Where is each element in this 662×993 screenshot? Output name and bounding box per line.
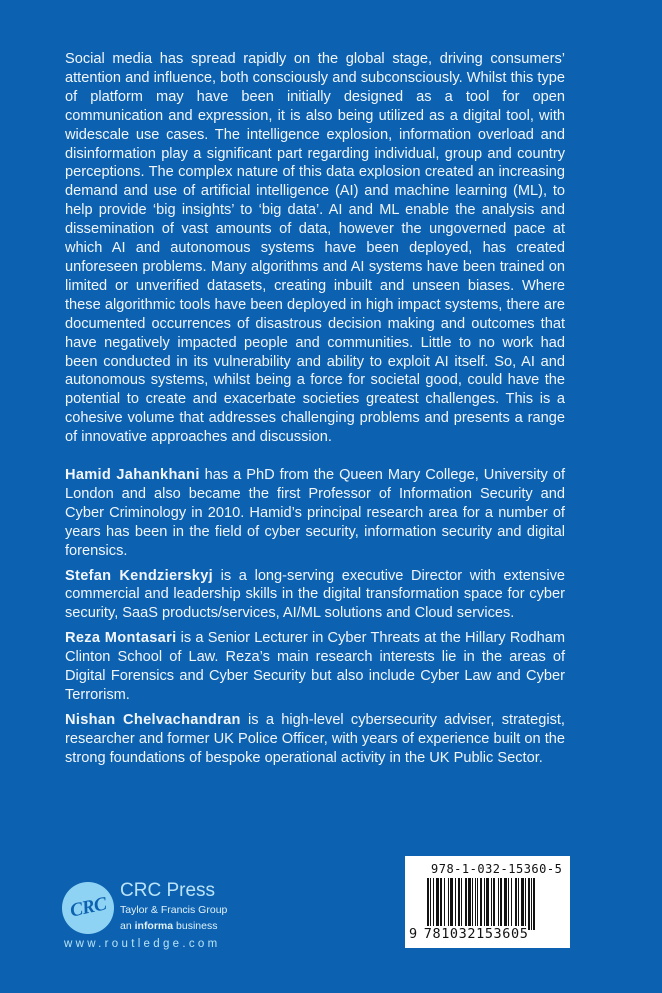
- author-bio-text: is a Senior Lecturer in Cyber Threats at the Hillary Rodham Clinton School of Law. Reza’s main research interests lie in the areas of Digital Forensics and Cyber Security but also include Cyber Law and Cyber Terrorism.: [65, 630, 565, 703]
- author-name: Stefan Kendzierskyj: [65, 567, 213, 584]
- isbn-first-digit: 9: [409, 926, 418, 942]
- author-bio-text: has a PhD from the Queen Mary College, University of London and also became the first Professor of Information Security and Cyber Criminology in 2010. Hamid’s principal research area for a number of years has been in the field of cyber security, information security and digital forensics.: [65, 467, 565, 559]
- author-bio: [65, 466, 565, 561]
- isbn-remaining-digits: 781032153605: [423, 926, 529, 942]
- crc-logo-icon: [62, 882, 114, 934]
- isbn-digits: [409, 926, 528, 942]
- informa-suffix: business: [173, 920, 218, 932]
- isbn-barcode: [405, 856, 570, 948]
- isbn-number: 978-1-032-15360-5: [431, 862, 563, 876]
- publisher-group: Taylor & Francis Group: [120, 904, 228, 916]
- author-bio-text: is a long-serving executive Director with extensive commercial and leadership skills in the digital transformation space for cyber security, SaaS products/services, AI/ML solutions and Cloud services.: [65, 567, 565, 622]
- publisher-informa-line: [120, 920, 217, 932]
- author-bio: [65, 711, 565, 768]
- author-name: Hamid Jahankhani: [65, 467, 200, 484]
- author-bio: [65, 629, 565, 705]
- publisher-name: CRC Press: [120, 880, 216, 901]
- barcode-bars-icon: [427, 878, 563, 930]
- informa-prefix: an: [120, 920, 135, 932]
- informa-brand: informa: [134, 920, 174, 932]
- crc-logo-text: CRC: [67, 893, 108, 922]
- publisher-website: www.routledge.com: [64, 938, 221, 950]
- author-bio-text: is a high-level cybersecurity adviser, strategist, researcher and former UK Police Officer, with years of experience built on the strong foundations of bespoke operational activity in the UK Public Sector.: [65, 711, 565, 766]
- back-cover-text: [65, 50, 565, 774]
- author-name: Nishan Chelvachandran: [65, 711, 241, 728]
- book-blurb: Social media has spread rapidly on the global stage, driving consumers’ attention and influence, both consciously and subconsciously. Whilst this type of platform may have been initially designed as a tool for open communication and expression, it is also being utilized as a digital tool, with widescale use cases. The intelligence explosion, information overload and disinformation play a significant part regarding individual, group and country perceptions. The complex nature of this data explosion created an increasing demand and use of artificial intelligence (AI) and machine learning (ML), to help provide ‘big insights’ to ‘big data’. AI and ML enable the analysis and dissemination of vast amounts of data, however the ungoverned pace at which AI and autonomous systems have been deployed, has created unforeseen problems. Many algorithms and AI systems have been trained on limited or unverified datasets, creating inbuilt and unseen biases. Where these algorithmic tools have been deployed in high impact systems, there are documented occurrences of disastrous decision making and outcomes that have negatively impacted people and communities. Little to no work had been conducted in its vulnerability and ability to exploit AI itself. So, AI and autonomous systems, whilst being a force for societal good, could have the potential to create and exacerbate societies greatest challenges. This is a cohesive volume that addresses challenging problems and presents a range of innovative approaches and discussion.: [65, 51, 565, 446]
- author-bio: [65, 567, 565, 624]
- author-name: Reza Montasari: [65, 630, 177, 647]
